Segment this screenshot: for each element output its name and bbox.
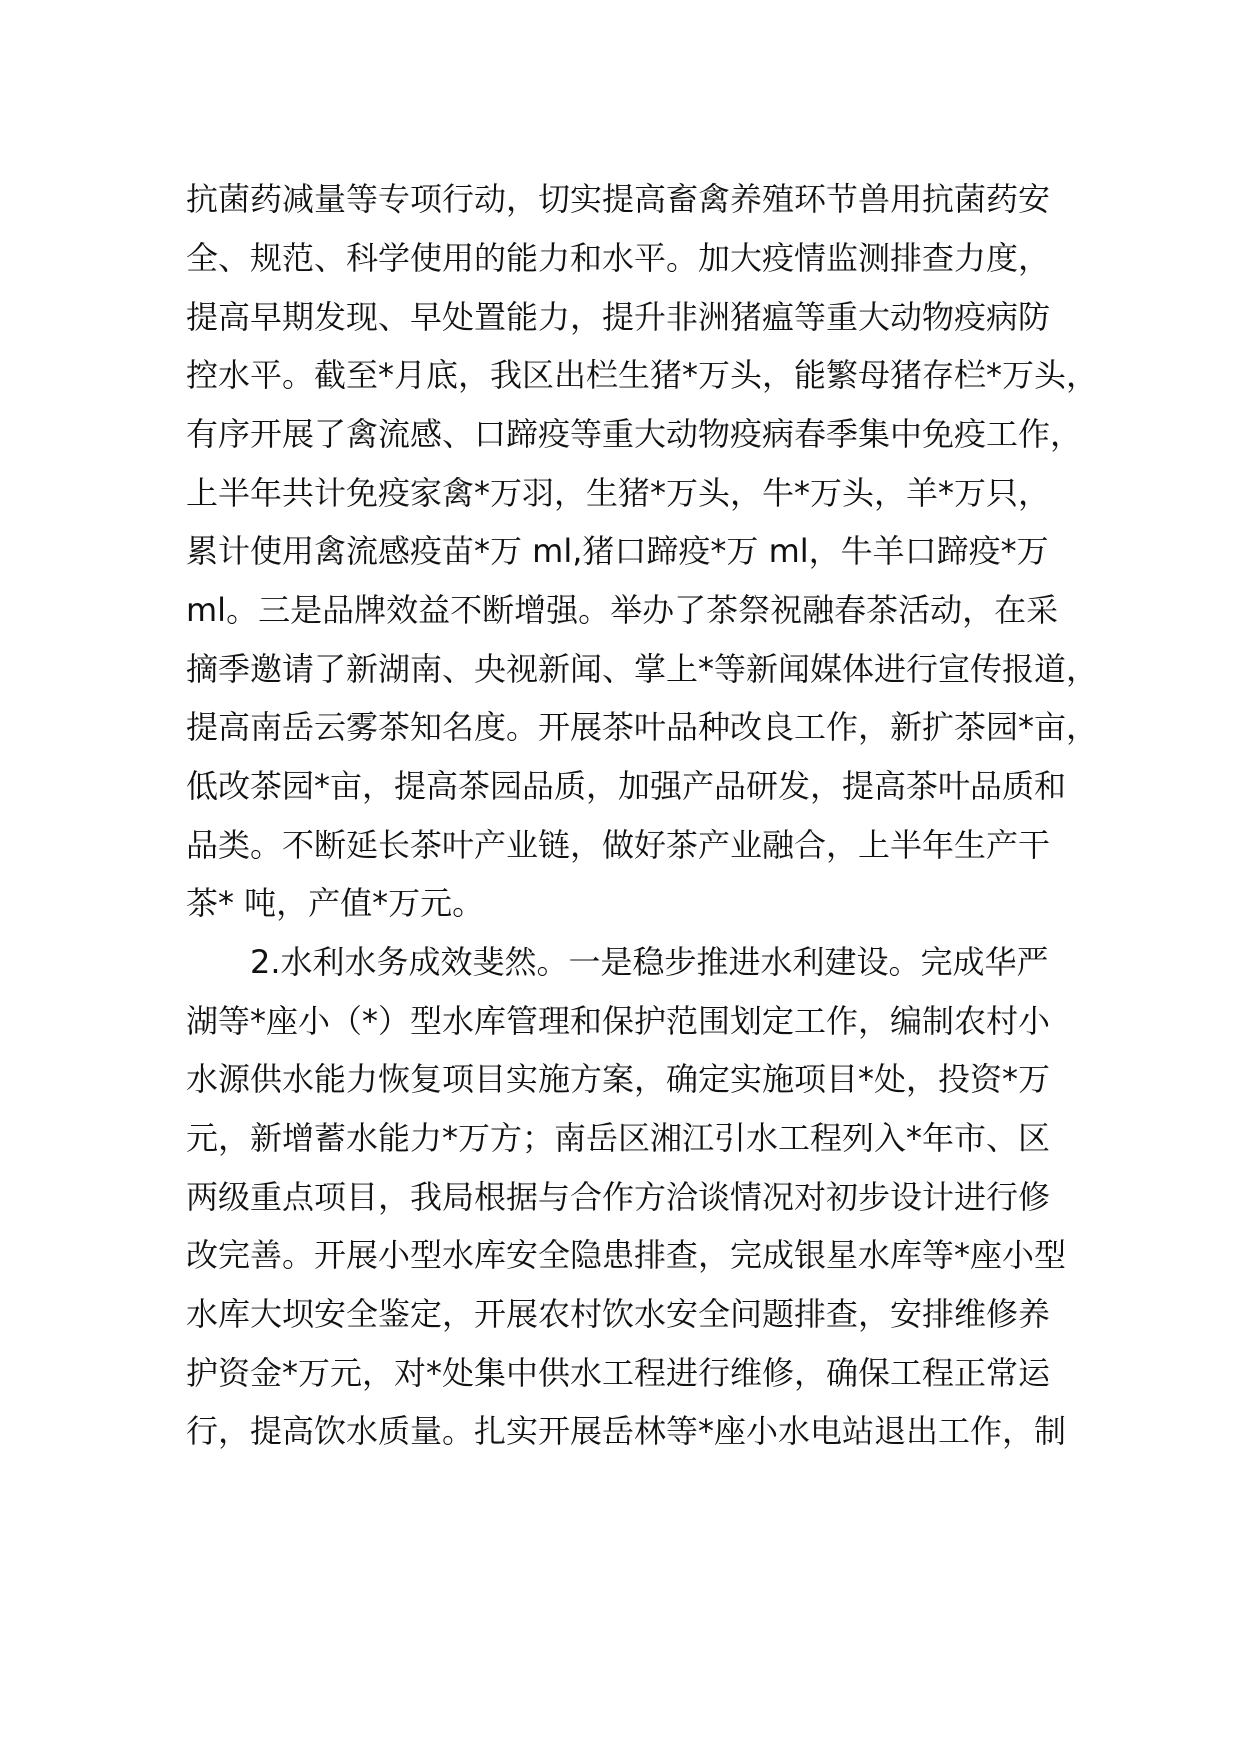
text-line-3: 提高早期发现、早处置能力，提升非洲猪瘟等重大动物疫病防 bbox=[186, 298, 1051, 336]
text-line-13: 茶* 吨，产值*万元。 bbox=[186, 884, 485, 922]
text-line-4: 控水平。截至*月底，我区出栏生猪*万头，能繁母猪存栏*万头， bbox=[186, 356, 1099, 394]
text-line-6: 上半年共计免疫家禽*万羽，生猪*万头，牛*万头，羊*万只， bbox=[186, 474, 1051, 512]
paragraph-2-first-line: 2.水利水务成效斐然。一是稳步推进水利建设。完成华严 bbox=[250, 943, 1049, 981]
text-line-21: 护资金*万元，对*处集中供水工程进行维修，确保工程正常运 bbox=[186, 1354, 1051, 1392]
text-line-8: ml。三是品牌效益不断增强。举办了茶祭祝融春茶活动，在采 bbox=[186, 591, 1059, 629]
text-line-9: 摘季邀请了新湖南、央视新闻、掌上*等新闻媒体进行宣传报道， bbox=[186, 650, 1099, 688]
text-line-18: 两级重点项目，我局根据与合作方洽谈情况对初步设计进行修 bbox=[186, 1178, 1051, 1216]
text-line-12: 品类。不断延长茶叶产业链，做好茶产业融合，上半年生产干 bbox=[186, 826, 1051, 864]
text-line-16: 水源供水能力恢复项目实施方案，确定实施项目*处，投资*万 bbox=[186, 1060, 1051, 1098]
text-line-19: 改完善。开展小型水库安全隐患排查，完成银星水库等*座小型 bbox=[186, 1236, 1067, 1274]
text-line-22: 行，提高饮水质量。扎实开展岳林等*座小水电站退出工作，制 bbox=[186, 1412, 1067, 1450]
text-line-5: 有序开展了禽流感、口蹄疫等重大动物疫病春季集中免疫工作， bbox=[186, 415, 1083, 453]
text-line-11: 低改茶园*亩，提高茶园品质，加强产品研发，提高茶叶品质和 bbox=[186, 767, 1067, 805]
text-line-10: 提高南岳云雾茶知名度。开展茶叶品种改良工作，新扩茶园*亩， bbox=[186, 708, 1099, 746]
text-line-17: 元，新增蓄水能力*万方；南岳区湘江引水工程列入*年市、区 bbox=[186, 1119, 1051, 1157]
text-line-15: 湖等*座小（*）型水库管理和保护范围划定工作，编制农村小 bbox=[186, 1002, 1051, 1040]
text-line-7: 累计使用禽流感疫苗*万 ml,猪口蹄疫*万 ml，牛羊口蹄疫*万 bbox=[186, 532, 1049, 570]
text-line-2: 全、规范、科学使用的能力和水平。加大疫情监测排查力度， bbox=[186, 239, 1051, 277]
text-line-1: 抗菌药减量等专项行动，切实提高畜禽养殖环节兽用抗菌药安 bbox=[186, 180, 1051, 218]
text-line-20: 水库大坝安全鉴定，开展农村饮水安全问题排查，安排维修养 bbox=[186, 1295, 1051, 1333]
